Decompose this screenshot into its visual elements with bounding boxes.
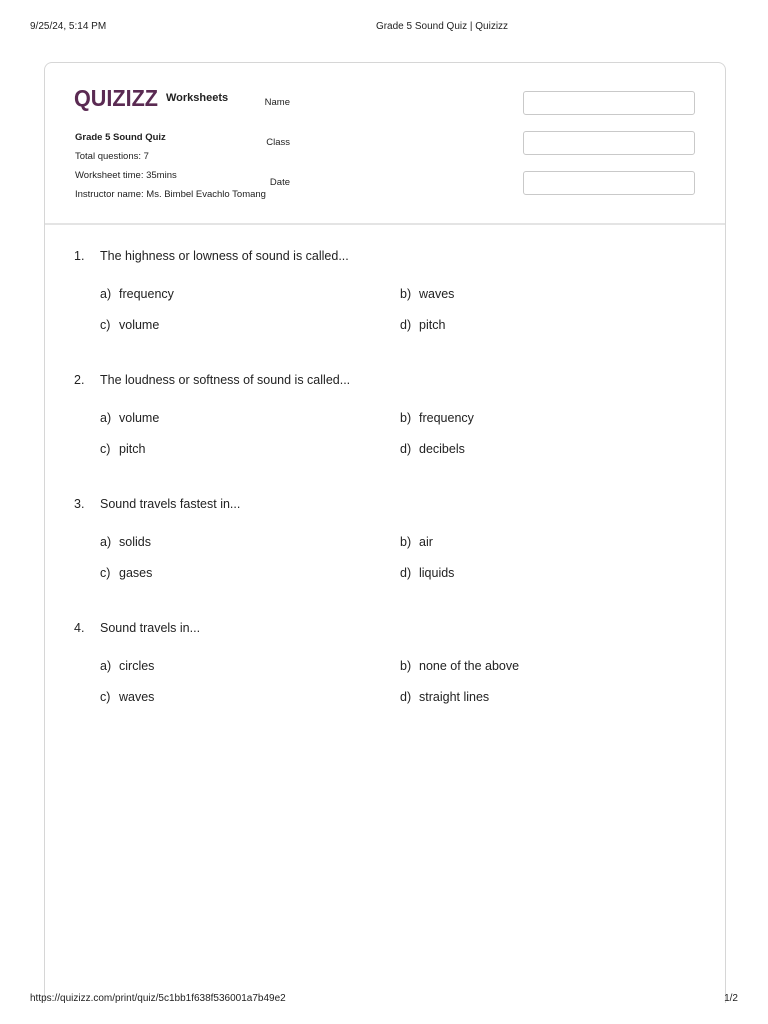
page-url[interactable]: https://quizizz.com/print/quiz/5c1bb1f638f536001a7b49e2	[30, 993, 286, 1004]
option-a	[100, 287, 174, 301]
option-b	[400, 535, 433, 549]
class-label: Class	[266, 137, 290, 148]
question-number: 3.	[74, 497, 85, 511]
name-field[interactable]	[523, 91, 695, 115]
worksheet-time: Worksheet time: 35mins	[75, 170, 177, 181]
option-text: decibels	[419, 442, 465, 456]
question-2	[45, 367, 725, 491]
option-letter: d)	[400, 442, 412, 456]
option-b	[400, 411, 474, 425]
option-text: none of the above	[419, 659, 520, 673]
option-text: straight lines	[419, 690, 490, 704]
print-title: Grade 5 Sound Quiz | Quizizz	[375, 21, 509, 32]
option-letter: c)	[100, 442, 111, 456]
option-text: frequency	[419, 411, 474, 425]
option-a	[100, 535, 151, 549]
worksheet-header	[45, 63, 725, 225]
option-text: liquids	[419, 566, 455, 580]
option-text: gases	[119, 566, 153, 580]
option-letter: d)	[400, 566, 412, 580]
option-letter: c)	[100, 318, 111, 332]
option-letter: a)	[100, 535, 112, 549]
question-number: 2.	[74, 373, 85, 387]
option-d	[400, 690, 489, 704]
option-c	[100, 318, 159, 332]
option-text: frequency	[119, 287, 174, 301]
name-label: Name	[264, 97, 290, 108]
option-a	[100, 659, 154, 673]
question-list	[45, 243, 725, 739]
option-c	[100, 566, 152, 580]
worksheets-label: Worksheets	[166, 92, 229, 104]
option-text: pitch	[419, 318, 446, 332]
option-letter: d)	[400, 318, 412, 332]
quizizz-logo	[74, 85, 160, 111]
question-4	[45, 615, 725, 739]
option-c	[100, 690, 154, 704]
question-text: The highness or lowness of sound is called...	[100, 249, 349, 263]
class-field[interactable]	[523, 131, 695, 155]
option-letter: b)	[400, 287, 412, 301]
print-date: 9/25/24, 5:14 PM	[30, 21, 107, 32]
svg-text:QUIZIZZ: QUIZIZZ	[74, 85, 158, 111]
brand-row	[74, 85, 228, 111]
date-field[interactable]	[523, 171, 695, 195]
option-b	[400, 287, 454, 301]
question-number: 1.	[74, 249, 85, 263]
worksheet-meta	[75, 128, 266, 204]
option-letter: b)	[400, 659, 412, 673]
option-letter: a)	[100, 287, 112, 301]
option-b	[400, 659, 519, 673]
option-letter: a)	[100, 659, 112, 673]
option-letter: c)	[100, 690, 111, 704]
option-d	[400, 566, 454, 580]
worksheet-card	[44, 62, 726, 1003]
option-d	[400, 318, 445, 332]
option-letter: b)	[400, 535, 412, 549]
question-number: 4.	[74, 621, 85, 635]
date-label: Date	[269, 177, 290, 188]
option-text: volume	[119, 318, 160, 332]
question-text: Sound travels in...	[100, 621, 201, 635]
option-c	[100, 442, 145, 456]
option-letter: c)	[100, 566, 111, 580]
question-1	[45, 243, 725, 367]
option-d	[400, 442, 465, 456]
option-a	[100, 411, 159, 425]
option-text: solids	[119, 535, 151, 549]
option-text: waves	[419, 287, 455, 301]
question-3	[45, 491, 725, 615]
question-text: Sound travels fastest in...	[100, 497, 241, 511]
option-text: circles	[119, 659, 155, 673]
page-number: 1/2	[724, 993, 738, 1004]
option-text: air	[419, 535, 433, 549]
option-letter: d)	[400, 690, 412, 704]
option-letter: b)	[400, 411, 412, 425]
instructor-name: Instructor name: Ms. Bimbel Evachlo Tomang	[75, 189, 266, 200]
option-text: waves	[119, 690, 155, 704]
total-questions: Total questions: 7	[75, 151, 149, 162]
quiz-title: Grade 5 Sound Quiz	[75, 132, 166, 143]
option-letter: a)	[100, 411, 112, 425]
option-text: volume	[119, 411, 160, 425]
question-text: The loudness or softness of sound is called...	[100, 373, 351, 387]
print-header	[0, 0, 768, 40]
option-text: pitch	[119, 442, 146, 456]
